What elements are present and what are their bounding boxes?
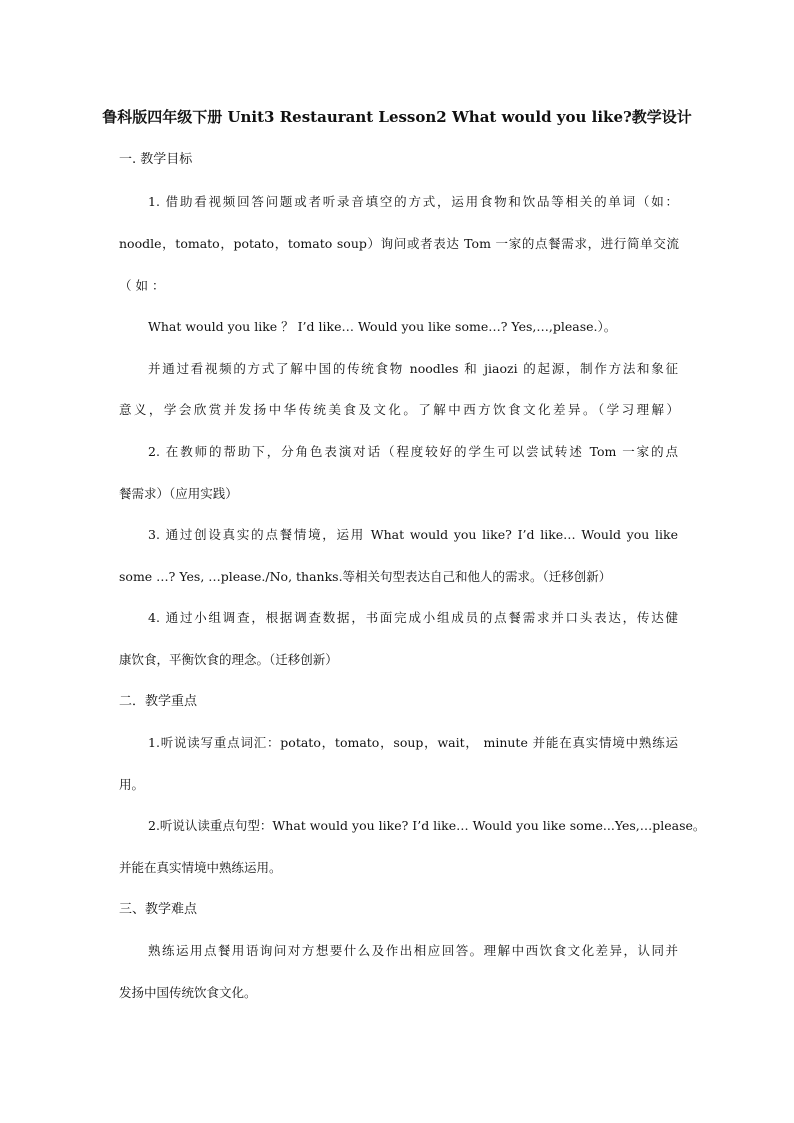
objective-2-line-2: 餐需求）（应用实践）	[119, 486, 238, 501]
objective-1-line-2: noodle，tomato，potato，tomato soup）询问或者表达 Tom 一家的点餐需求，进行简单交流	[119, 236, 679, 251]
objective-4-line-2: 康饮食，平衡饮食的理念。（迁移创新）	[119, 652, 338, 667]
section-heading-difficulties: 三、教学难点	[119, 902, 198, 917]
objective-1-line-1: 1. 借助看视频回答问题或者听录音填空的方式，运用食物和饮品等相关的单词（如：	[148, 194, 678, 209]
objective-1-line-3: （ 如 ：	[119, 278, 165, 293]
key-point-1-line-1: 1.听说读写重点词汇：potato，tomato，soup，wait， minute 并能在真实情境中熟练运	[148, 735, 678, 750]
document-title: 鲁科版四年级下册 Unit3 Restaurant Lesson2 What would you like?教学设计	[102, 108, 692, 126]
objective-2-line-1: 2. 在教师的帮助下，分角色表演对话（程度较好的学生可以尝试转述 Tom 一家的点	[148, 444, 678, 459]
section-heading-key-points: 二．教学重点	[119, 694, 198, 709]
difficulty-line-2: 发扬中国传统饮食文化。	[119, 985, 257, 1000]
key-point-2-line-1: 2.听说认读重点句型：What would you like? I’d like… Would you like some...Yes,…please。	[148, 818, 706, 833]
objective-4-line-1: 4. 通过小组调查，根据调查数据，书面完成小组成员的点餐需求并口头表达，传达健	[148, 610, 678, 625]
objective-3-line-1: 3. 通过创设真实的点餐情境，运用 What would you like? I’d like… Would you like	[148, 527, 678, 542]
objective-3-line-2: some …? Yes, …please./No, thanks.等相关句型表达自己和他人的需求。（迁移创新）	[119, 569, 612, 584]
objective-1-line-4: What would you like ？ I’d like… Would you like some…? Yes,…,please.）。	[148, 319, 617, 334]
objective-1-line-6: 意义，学会欣赏并发扬中华传统美食及文化。了解中西方饮食文化差异。（学习理解）	[119, 402, 679, 417]
key-point-2-line-2: 并能在真实情境中熟练运用。	[119, 860, 282, 875]
difficulty-line-1: 熟练运用点餐用语询问对方想要什么及作出相应回答。理解中西饮食文化差异，认同并	[148, 943, 678, 958]
key-point-1-line-2: 用。	[119, 777, 145, 792]
section-heading-objectives: 一. 教学目标	[119, 152, 193, 167]
objective-1-line-5: 并通过看视频的方式了解中国的传统食物 noodles 和 jiaozi 的起源，制作方法和象征	[148, 361, 678, 376]
